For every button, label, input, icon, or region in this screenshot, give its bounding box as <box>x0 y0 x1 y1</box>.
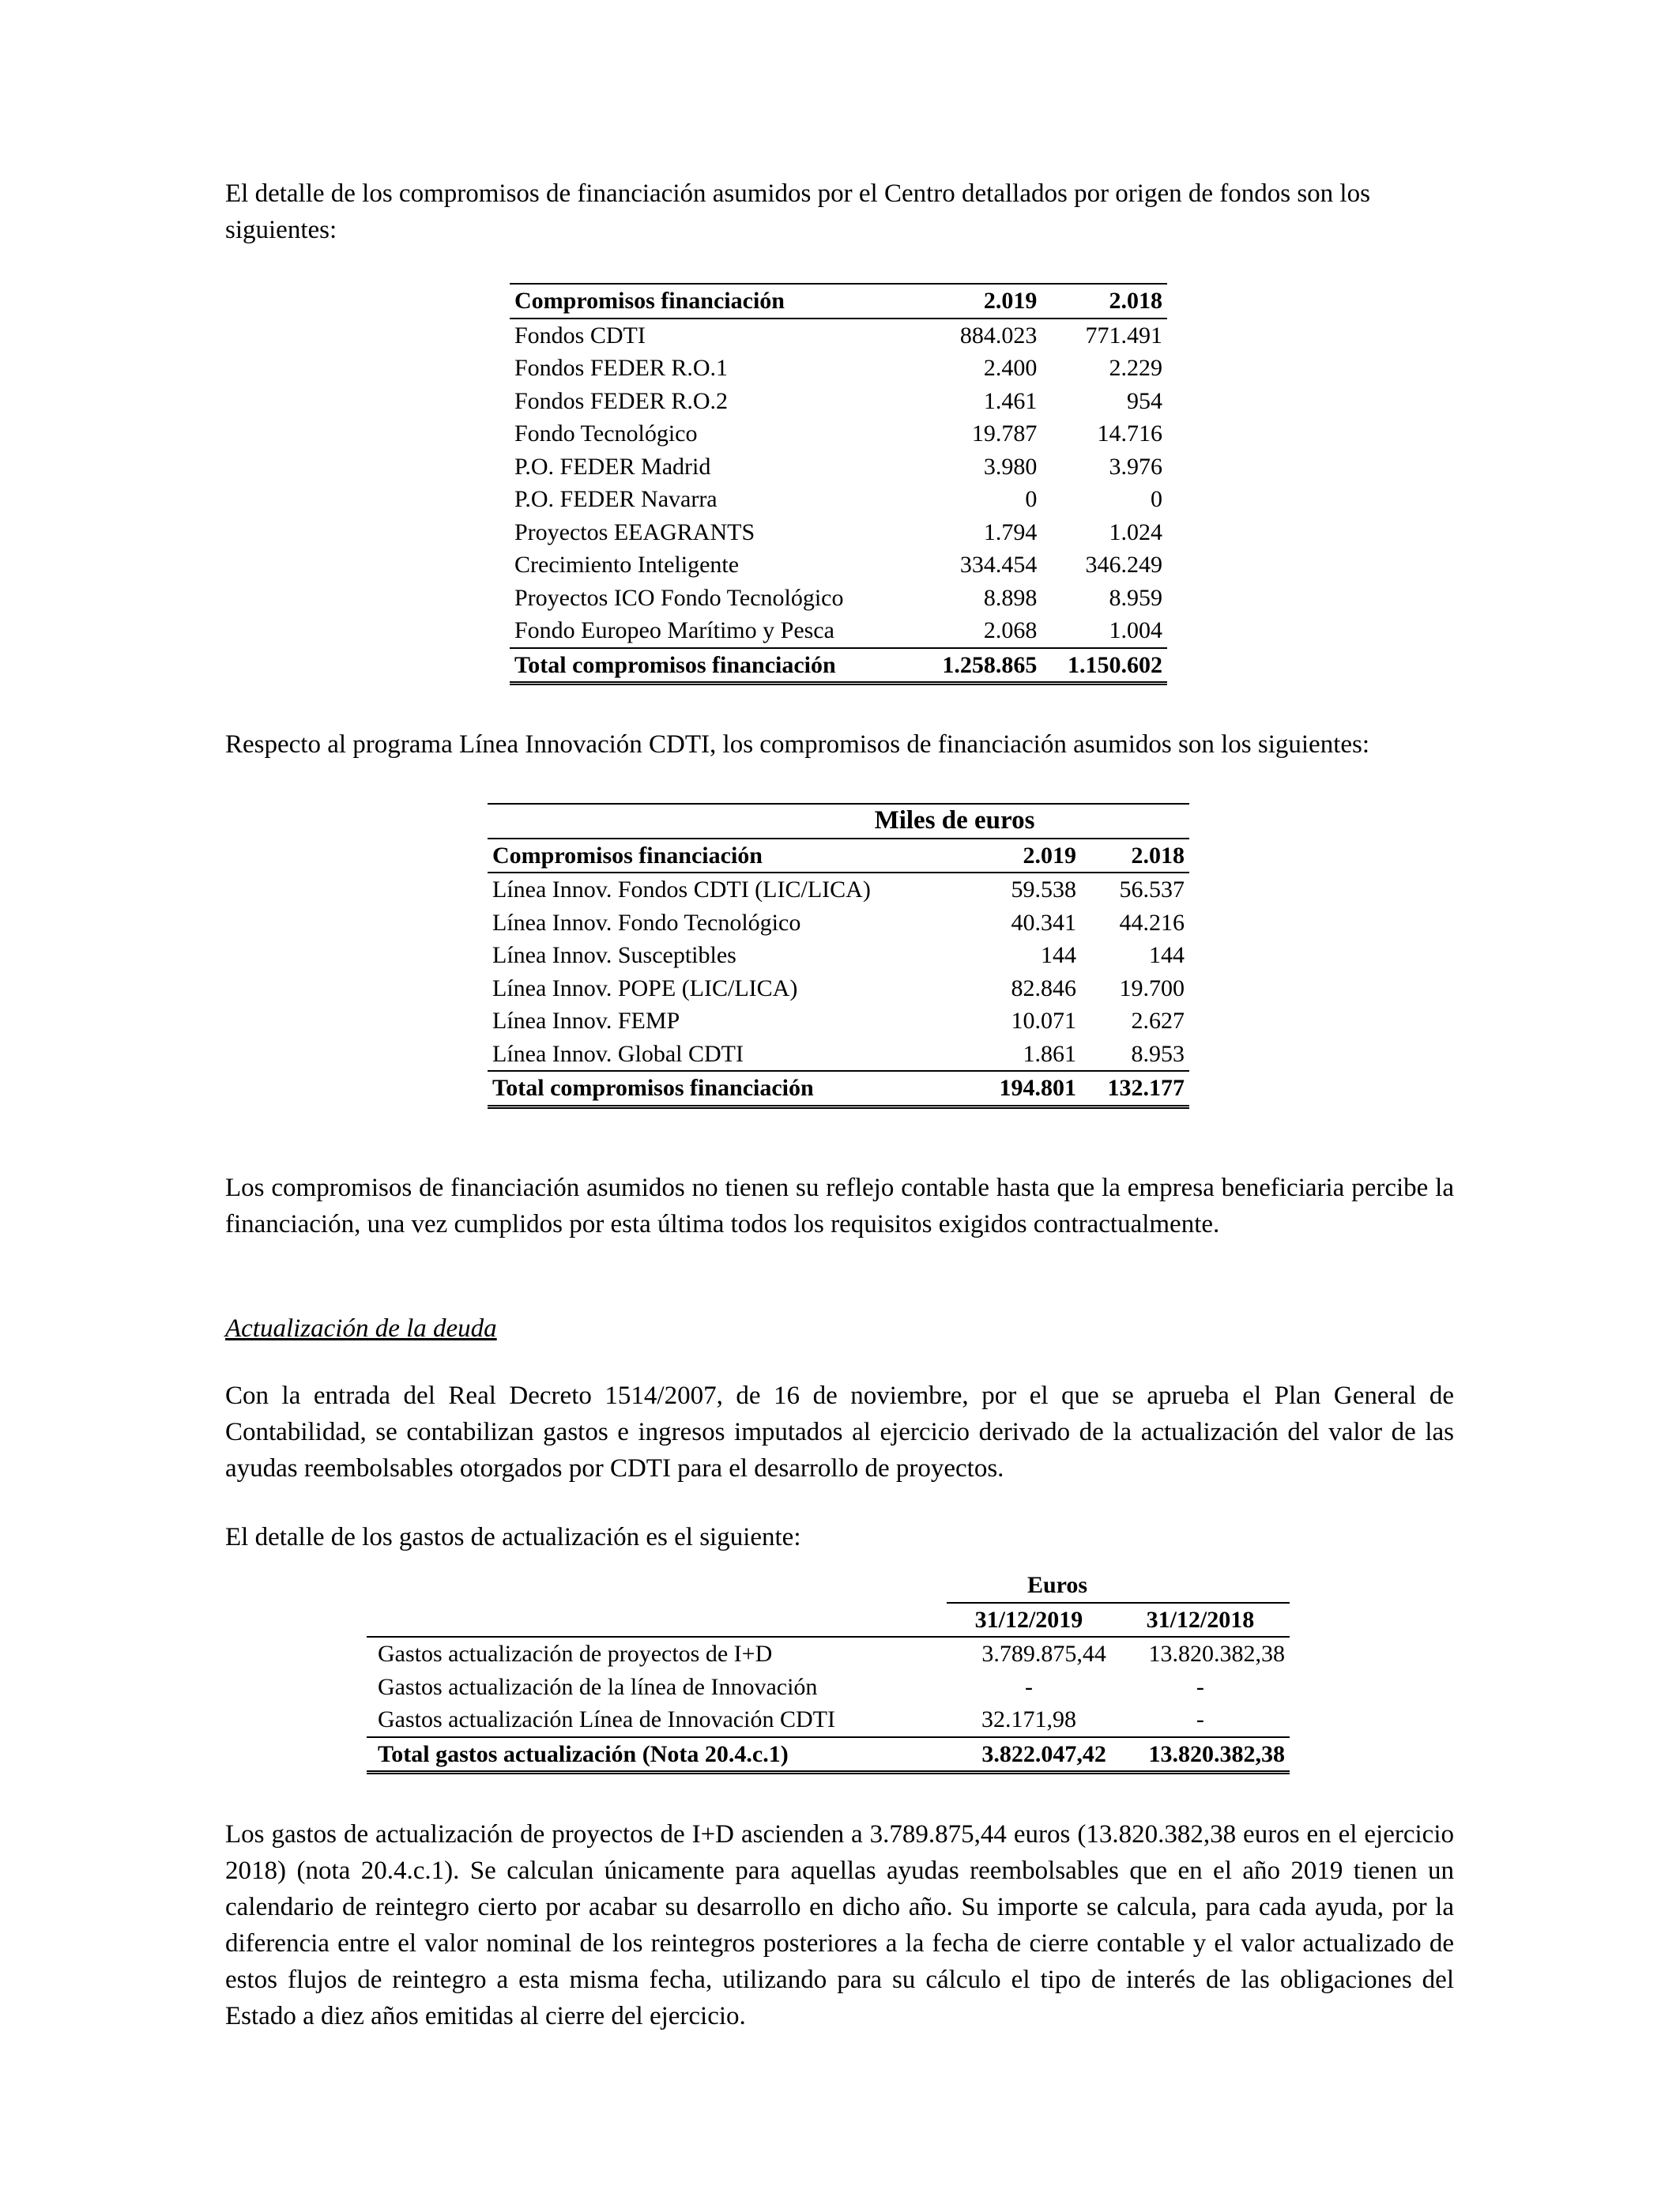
value-2019: 3.789.875,44 <box>981 1641 1106 1667</box>
paragraph-reflejo-contable: Los compromisos de financiación asumidos no tienen su reflejo contable hasta que la empresa beneficiaria percibe la financiación, una vez cumplidos por esta última todos los requisitos exigidos contractualmente. <box>225 1174 1454 1238</box>
row-label: Proyectos ICO Fondo Tecnológico <box>514 584 844 611</box>
unit-row <box>367 1569 1290 1603</box>
table-row <box>488 907 1189 940</box>
total-2018: 13.820.382,38 <box>1111 1737 1290 1773</box>
row-label: Proyectos EEAGRANTS <box>514 518 755 545</box>
value-2018: 44.216 <box>1119 909 1185 936</box>
column-header-concepto <box>367 1603 947 1638</box>
row-label: Fondos FEDER R.O.2 <box>514 387 729 414</box>
table-row <box>488 1005 1189 1038</box>
value-2018: 8.953 <box>1131 1040 1185 1067</box>
table-row <box>510 548 1167 582</box>
table-compromisos-origen-fondos <box>510 283 1167 685</box>
value-2018: 8.959 <box>1109 584 1162 611</box>
total-label: Total compromisos financiación <box>488 1071 973 1106</box>
table-linea-innovacion <box>488 803 1189 1109</box>
table-header-row <box>510 284 1167 319</box>
column-header-2018: 31/12/2018 <box>1111 1603 1290 1638</box>
blank-cell <box>367 1569 947 1603</box>
table-total-row <box>510 648 1167 684</box>
value-2018: 56.537 <box>1119 876 1185 903</box>
table-row <box>510 582 1167 615</box>
row-label: Gastos actualización de proyectos de I+D <box>378 1641 773 1667</box>
table-row <box>510 483 1167 516</box>
value-2018: 2.627 <box>1131 1008 1185 1034</box>
total-label: Total gastos actualización (Nota 20.4.c.1) <box>367 1737 947 1773</box>
row-label: Fondos FEDER R.O.1 <box>514 355 729 381</box>
table-row <box>367 1637 1290 1671</box>
table-row <box>488 873 1189 907</box>
table-row <box>510 319 1167 352</box>
column-header-2019: 2.019 <box>917 284 1042 319</box>
value-2019: 2.068 <box>983 617 1038 643</box>
value-2018: 13.820.382,38 <box>1148 1641 1285 1667</box>
value-2018: - <box>1196 1673 1204 1700</box>
table-row <box>488 972 1189 1005</box>
column-header-concepto: Compromisos financiación <box>488 839 973 873</box>
value-2019: 10.071 <box>1011 1008 1076 1034</box>
table-row <box>510 450 1167 484</box>
row-label: Línea Innov. POPE (LIC/LICA) <box>492 974 798 1001</box>
table-row <box>510 614 1167 648</box>
caption-row <box>488 804 1189 839</box>
paragraph-linea-innovacion: Respecto al programa Línea Innovación CDTI, los compromisos de financiación asumidos son los siguientes: <box>225 730 1370 759</box>
table-row <box>367 1703 1290 1737</box>
column-header-2019: 31/12/2019 <box>947 1603 1111 1638</box>
total-2018: 132.177 <box>1081 1071 1189 1106</box>
value-2018: 1.024 <box>1109 518 1162 545</box>
value-2019: 32.171,98 <box>981 1706 1076 1732</box>
row-label: Línea Innov. Global CDTI <box>492 1040 744 1067</box>
table-header-row <box>488 839 1189 873</box>
value-2019: 82.846 <box>1011 974 1076 1001</box>
value-2019: 1.461 <box>983 387 1038 414</box>
value-2019: 1.794 <box>983 518 1038 545</box>
row-label: Línea Innov. Susceptibles <box>492 942 736 968</box>
value-2019: 2.400 <box>983 355 1038 381</box>
row-label: Crecimiento Inteligente <box>514 552 740 578</box>
value-2018: 144 <box>1149 942 1185 968</box>
table-row <box>488 939 1189 972</box>
column-header-2019: 2.019 <box>973 839 1081 873</box>
row-label: Gastos actualización de la línea de Innovación <box>378 1673 818 1700</box>
value-2018: 19.700 <box>1119 974 1185 1001</box>
value-2019: - <box>1024 1673 1033 1700</box>
table-unit-caption: Miles de euros <box>874 806 1035 835</box>
row-label: Gastos actualización Línea de Innovación CDTI <box>378 1706 835 1732</box>
value-2018: 954 <box>1127 387 1162 414</box>
total-label: Total compromisos financiación <box>510 648 917 684</box>
table-row <box>488 1038 1189 1072</box>
value-2018: 346.249 <box>1085 552 1162 578</box>
intro-paragraph: El detalle de los compromisos de financiación asumidos por el Centro detallados por origen de fondos son los siguientes: <box>225 179 1370 244</box>
value-2019: 144 <box>1041 942 1076 968</box>
table-row <box>510 352 1167 385</box>
value-2019: 19.787 <box>971 420 1038 447</box>
row-label: Fondo Europeo Marítimo y Pesca <box>514 617 834 643</box>
row-label: Fondos CDTI <box>514 322 646 349</box>
table-total-row <box>367 1737 1290 1773</box>
value-2019: 40.341 <box>1011 909 1076 936</box>
row-label: P.O. FEDER Madrid <box>514 453 711 480</box>
column-header-concepto: Compromisos financiación <box>510 284 917 319</box>
total-2019: 1.258.865 <box>917 648 1042 684</box>
value-2019: 0 <box>1025 486 1038 512</box>
total-2019: 194.801 <box>973 1071 1081 1106</box>
value-2019: 3.980 <box>983 453 1038 480</box>
table-total-row <box>488 1071 1189 1106</box>
row-label: Línea Innov. Fondos CDTI (LIC/LICA) <box>492 876 871 903</box>
value-2018: - <box>1196 1706 1204 1732</box>
table-gastos-actualizacion <box>367 1569 1290 1774</box>
column-header-2018: 2.018 <box>1081 839 1189 873</box>
total-2018: 1.150.602 <box>1042 648 1167 684</box>
value-2018: 2.229 <box>1109 355 1162 381</box>
value-2019: 59.538 <box>1011 876 1076 903</box>
value-2018: 771.491 <box>1085 322 1162 349</box>
table-row <box>367 1671 1290 1704</box>
value-2018: 0 <box>1151 486 1162 512</box>
table-header-row <box>367 1603 1290 1638</box>
value-2019: 334.454 <box>959 552 1038 578</box>
value-2019: 1.861 <box>1023 1040 1076 1067</box>
table-row <box>510 516 1167 549</box>
value-2018: 14.716 <box>1097 420 1162 447</box>
paragraph-real-decreto: Con la entrada del Real Decreto 1514/2007, de 16 de noviembre, por el que se aprueba el Plan General de Contabilidad, se contabilizan gastos e ingresos imputados al ejercicio derivado de la actualización del valor de las ayudas reembolsables otorgados por CDTI para el desarrollo de proyectos. <box>225 1382 1454 1483</box>
table-row <box>510 385 1167 418</box>
table-unit-euros: Euros <box>947 1569 1290 1603</box>
total-2019: 3.822.047,42 <box>947 1737 1111 1773</box>
value-2019: 884.023 <box>959 322 1038 349</box>
row-label: Línea Innov. FEMP <box>492 1008 680 1034</box>
section-heading-actualizacion: Actualización de la deuda <box>225 1314 497 1343</box>
value-2018: 1.004 <box>1109 617 1162 643</box>
column-header-2018: 2.018 <box>1042 284 1167 319</box>
value-2019: 8.898 <box>983 584 1038 611</box>
row-label: Fondo Tecnológico <box>514 420 698 447</box>
paragraph-gastos-proyectos: Los gastos de actualización de proyectos de I+D ascienden a 3.789.875,44 euros (13.820.382,38 euros en el ejercicio 2018) (nota 20.4.c.1). Se calculan únicamente para aquellas ayudas reembolsables que en el año 2019 tienen un calendario de reintegro cierto por acabar su desarrollo en dicho año. Su importe se calcula, para cada ayuda, por la diferencia entre el valor nominal de los reintegros posteriores a la fecha de cierre contable y el valor actualizado de estos flujos de reintegro a esta misma fecha, utilizando para su cálculo el tipo de interés de las obligaciones del Estado a diez años emitidas al cierre del ejercicio. <box>225 1820 1454 2030</box>
value-2018: 3.976 <box>1109 453 1162 480</box>
paragraph-detalle-gastos: El detalle de los gastos de actualización es el siguiente: <box>225 1523 801 1551</box>
row-label: Línea Innov. Fondo Tecnológico <box>492 909 801 936</box>
row-label: P.O. FEDER Navarra <box>514 486 718 512</box>
table-row <box>510 417 1167 450</box>
